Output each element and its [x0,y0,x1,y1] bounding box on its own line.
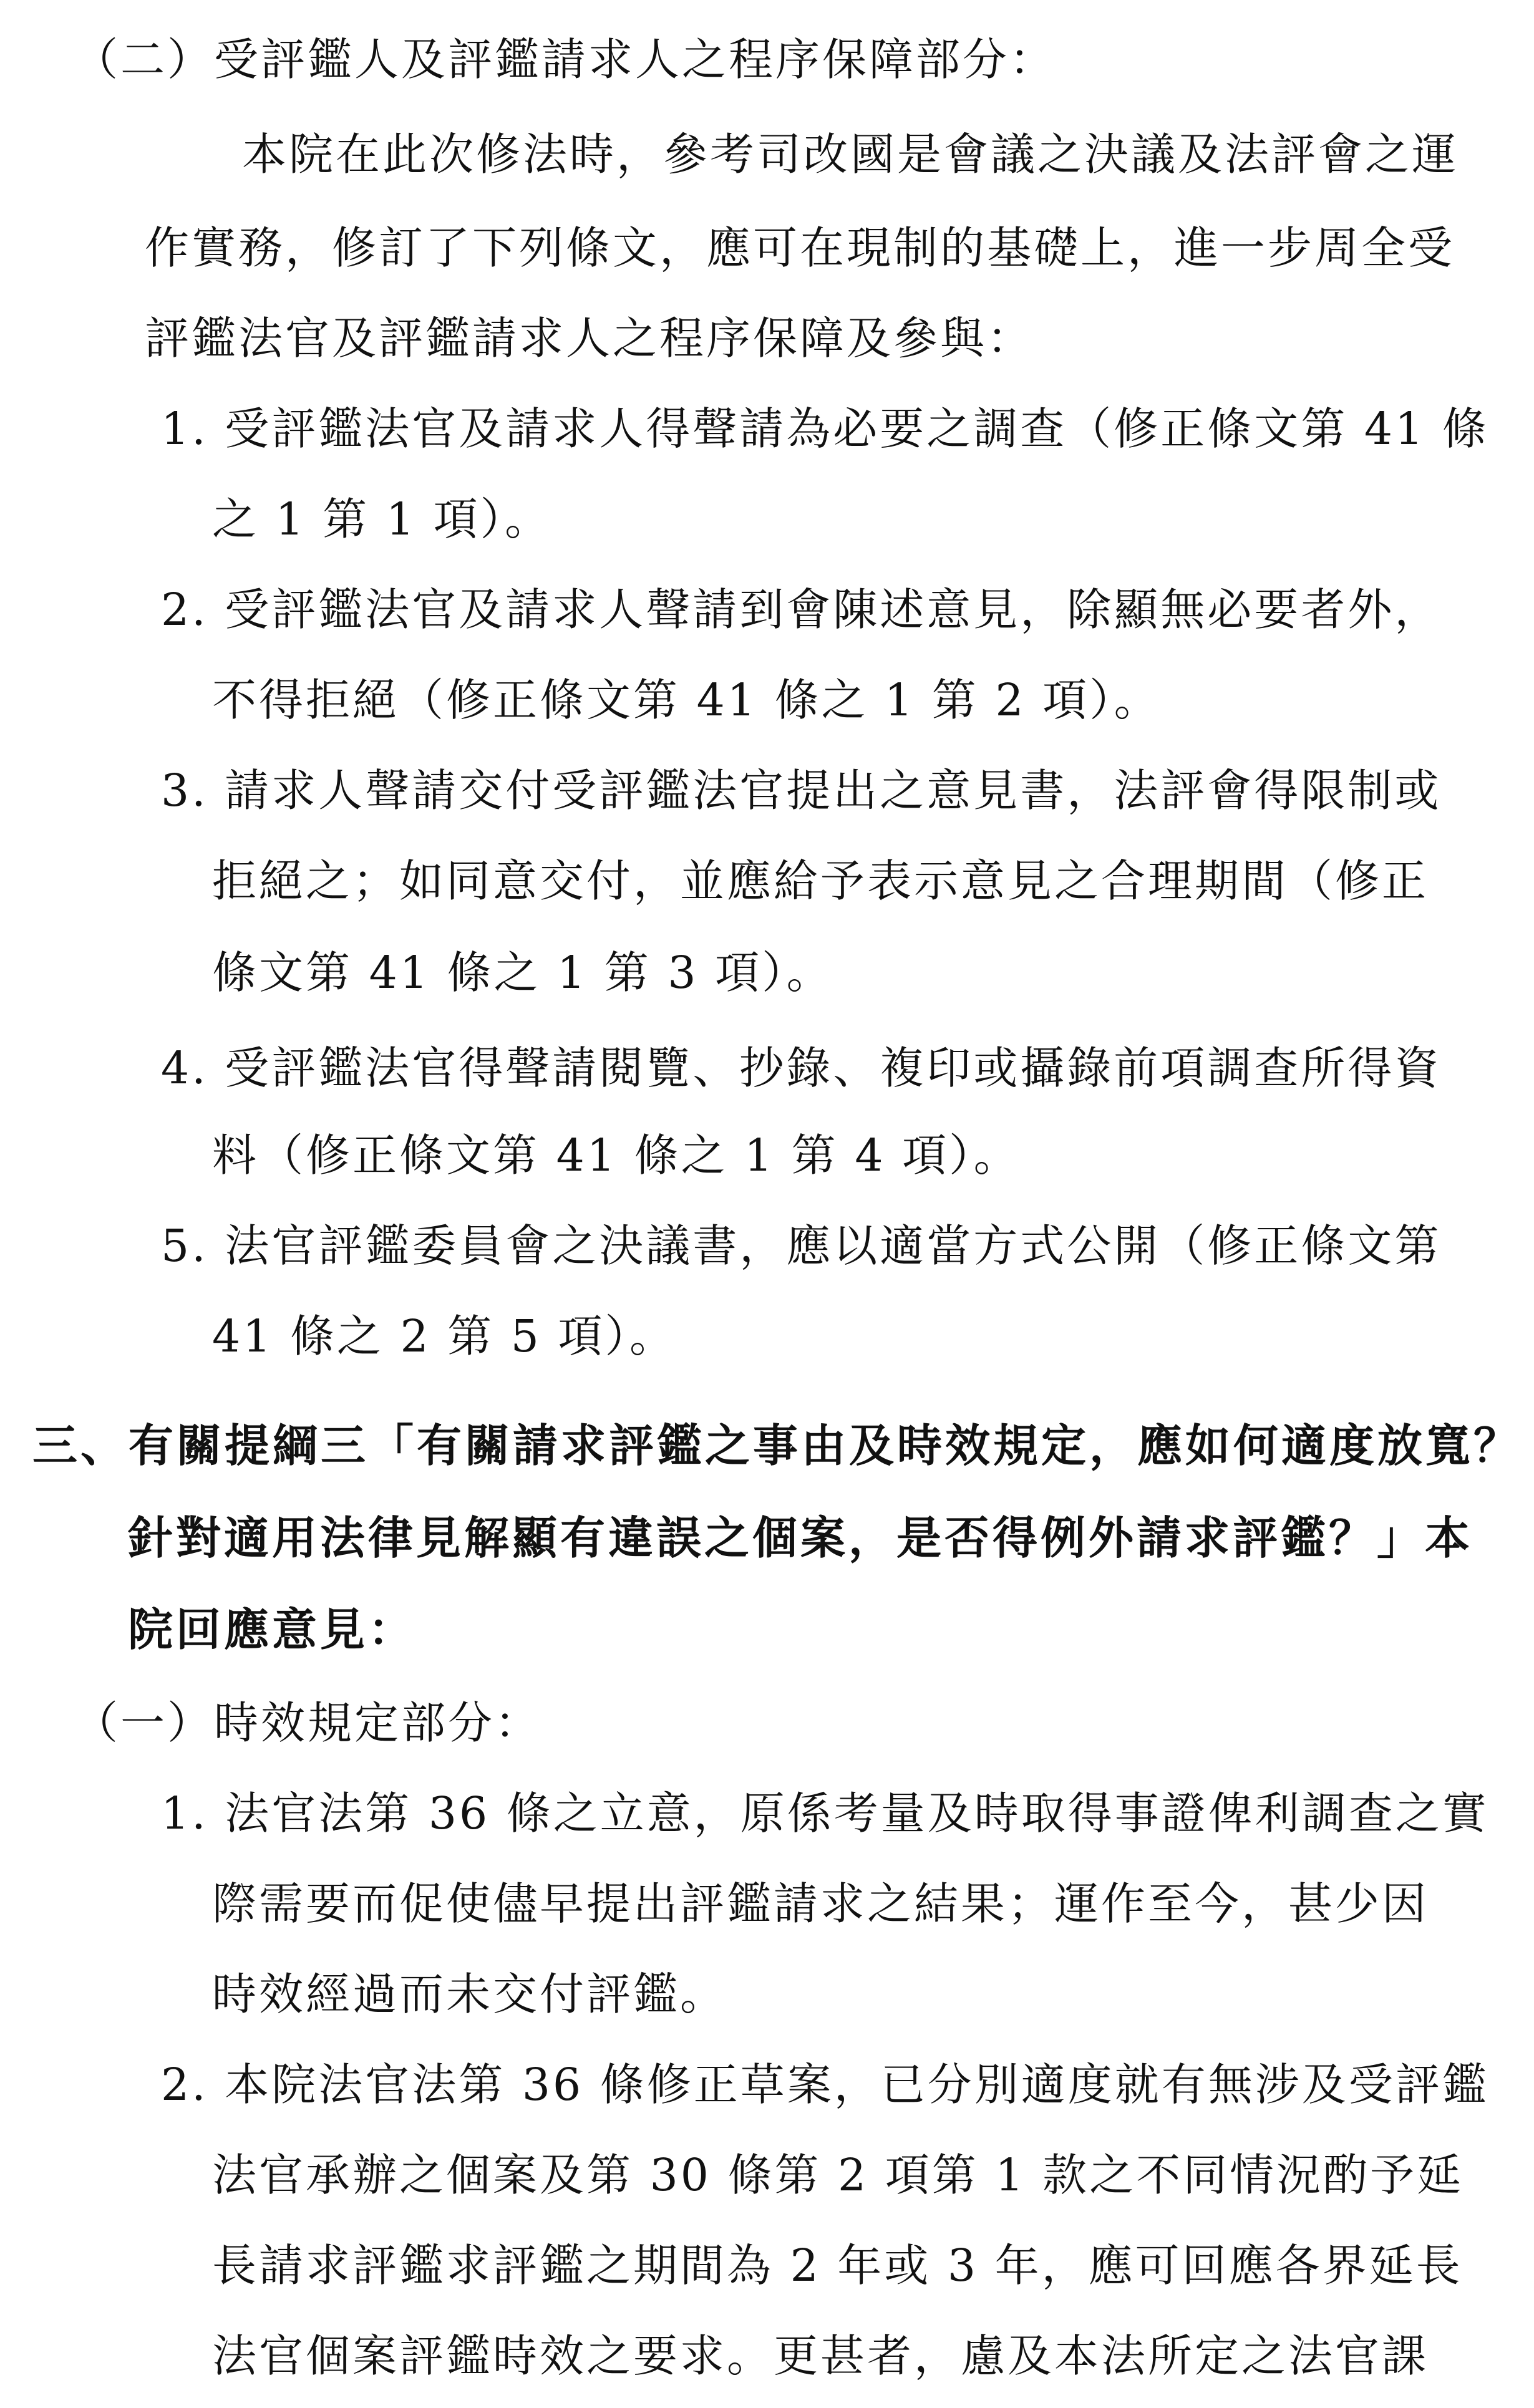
list-item-continuation: 法官個案評鑑時效之要求。更甚者，慮及本法所定之法官課 [212,2330,1429,2382]
paragraph-line: 評鑑法官及評鑑請求人之程序保障及參與： [145,312,1034,364]
section-heading: （一）時效規定部分： [74,1697,542,1749]
list-item: 3. 請求人聲請交付受評鑑法官提出之意見書，法評會得限制或 [161,765,1442,816]
section-heading: （二）受評鑑人及評鑑請求人之程序保障部分： [74,34,1057,85]
chapter-heading-continuation: 院回應意見： [128,1603,417,1656]
list-item-continuation: 41 條之 2 第 5 項）。 [212,1310,677,1362]
list-item-continuation: 法官承辦之個案及第 30 條第 2 項第 1 款之不同情況酌予延 [212,2149,1464,2201]
list-item-continuation: 拒絕之；如同意交付，並應給予表示意見之合理期間（修正 [212,855,1429,907]
list-item: 1. 法官法第 36 條之立意，原係考量及時取得事證俾利調查之實 [161,1787,1489,1839]
list-item-continuation: 際需要而促使儘早提出評鑑請求之結果；運作至今，甚少因 [212,1878,1429,1930]
list-item: 1. 受評鑑法官及請求人得聲請為必要之調查（修正條文第 41 條 [161,403,1489,455]
list-item-continuation: 料（修正條文第 41 條之 1 第 4 項）。 [212,1129,1021,1181]
list-item: 2. 受評鑑法官及請求人聲請到會陳述意見，除顯無必要者外， [161,584,1442,636]
list-item: 5. 法官評鑑委員會之決議書，應以適當方式公開（修正條文第 [161,1220,1442,1272]
list-item: 4. 受評鑑法官得聲請閱覽、抄錄、複印或攝錄前項調查所得資 [161,1042,1442,1094]
list-item-continuation: 之 1 第 1 項）。 [212,493,552,545]
list-item-continuation: 長請求評鑑求評鑑之期間為 2 年或 3 年，應可回應各界延長 [212,2240,1463,2291]
list-item: 2. 本院法官法第 36 條修正草案，已分別適度就有無涉及受評鑑 [161,2059,1489,2111]
paragraph-line: 作實務，修訂了下列條文，應可在現制的基礎上，進一步周全受 [145,222,1455,274]
chapter-heading: 三、有關提綱三「有關請求評鑑之事由及時效規定，應如何適度放寬？ [32,1419,1522,1472]
list-item-continuation: 條文第 41 條之 1 第 3 項）。 [212,947,833,998]
list-item-continuation: 不得拒絕（修正條文第 41 條之 1 第 2 項）。 [212,674,1161,726]
paragraph-line: 本院在此次修法時，參考司改國是會議之決議及法評會之運 [242,128,1459,180]
list-item-continuation: 時效經過而未交付評鑑。 [212,1968,727,2020]
chapter-heading-continuation: 針對適用法律見解顯有違誤之個案，是否得例外請求評鑑？」本 [128,1512,1473,1564]
